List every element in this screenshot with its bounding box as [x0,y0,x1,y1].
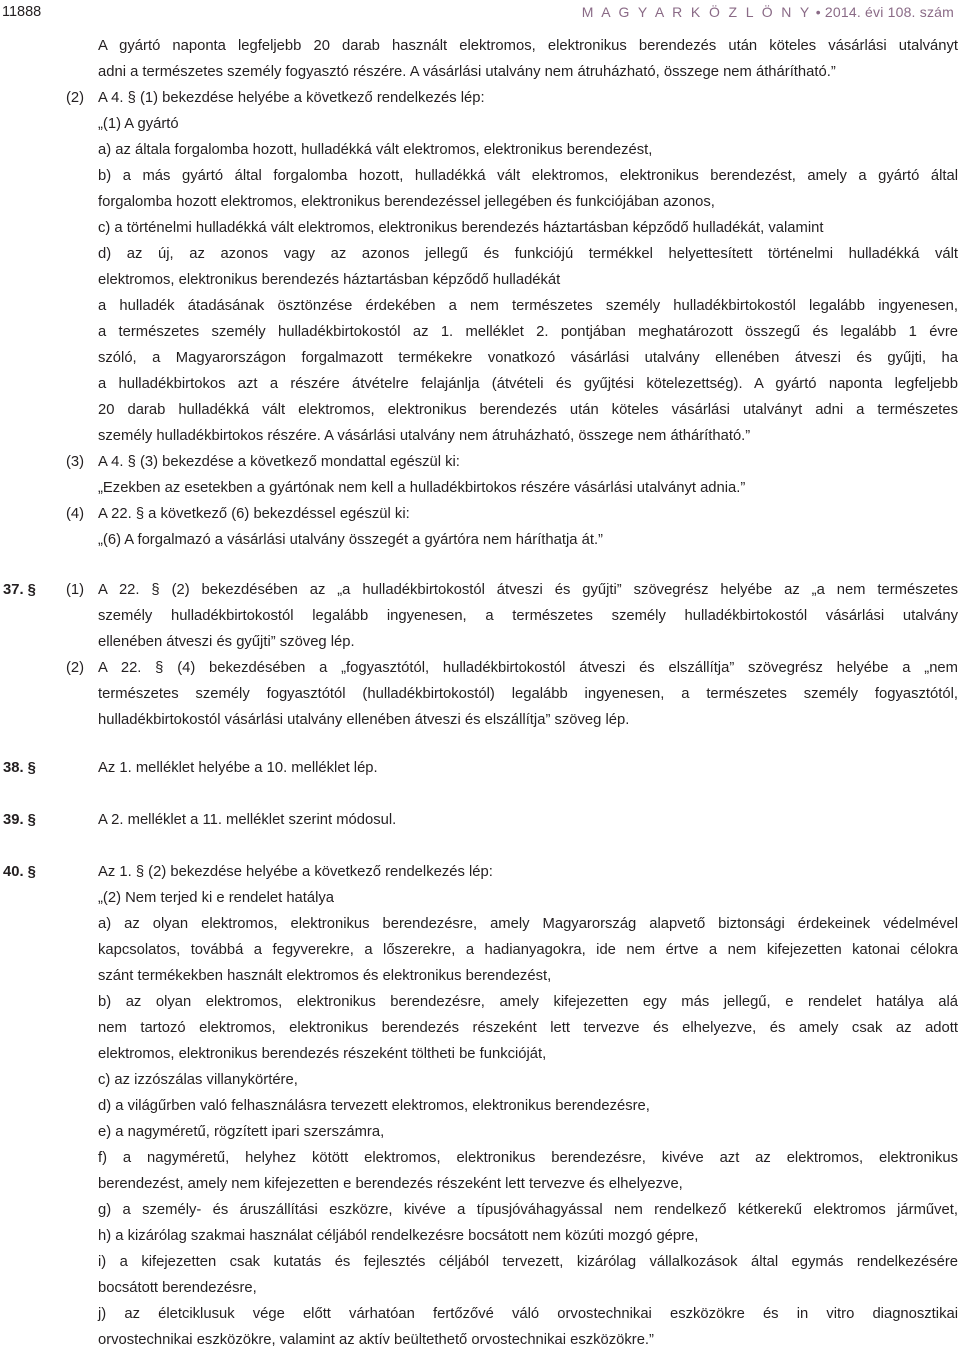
text-line: f) a nagyméretű, helyhez kötött elektromos, elektronikus berendezésre, kivéve azt az elektromos, elektronikus [98,1150,958,1166]
text-line: a hulladék átadásának ösztönzése érdekében a nem természetes személy hulladékbirtokostól legalább ingyenesen, [98,298,958,314]
text-line: Az 1. § (2) bekezdése helyébe a következő rendelkezés lép: [98,864,493,880]
paragraph-label: (2) [66,90,85,106]
text-line: d) az új, az azonos vagy az azonos jellegű és funkciójú termékkel helyettesített történelmi hulladékká vált [98,246,958,262]
text-line: személy hulladékbirtokos részére. A vásárlási utalvány nem átruházható, összege nem áthárítható.” [98,428,751,444]
header-bullet: • [815,4,821,20]
text-line: ellenében átveszi és gyűjti” szöveg lép. [98,634,355,650]
text-line: A 22. § (2) bekezdésében az „a hulladékbirtokostól átveszi és gyűjti” szövegrész helyébe az „a nem természetes [98,582,958,598]
text-line: „(2) Nem terjed ki e rendelet hatálya [98,890,335,906]
text-line: elektromos, elektronikus berendezés részeként töltheti be funkcióját, [98,1046,547,1062]
text-line: h) a kizárólag szakmai használat céljából rendelkezésre bocsátott nem közúti mozgó gépre, [98,1228,699,1244]
text-line: e) a nagyméretű, rögzített ipari szerszámra, [98,1124,385,1140]
text-line: szánt termékekben használt elektromos és elektronikus berendezést, [98,968,552,984]
paragraph-label: (2) [66,660,85,676]
text-line: i) a kifejezetten csak kutatás és fejlesztés céljából tervezett, kizárólag vállalkozások által egymás rendelkezésére [98,1254,958,1270]
text-line: d) a világűrben való felhasználásra tervezett elektromos, elektronikus berendezésre, [98,1098,650,1114]
text-line: személy hulladékbirtokostól legalább ingyenesen, a természetes személy hulladékbirtokostól vásárlási utalvány [98,608,958,624]
text-line: szóló, a Magyarországon forgalmazott termékekre vonatkozó vásárlási utalvány ellenében átveszi és gyűjti, ha [98,350,958,366]
text-line: c) az izzószálas villanykörtére, [98,1072,298,1088]
text-line: b) az olyan elektromos, elektronikus berendezésre, amely kifejezetten egy más jellegű, e rendelet hatálya alá [98,994,958,1010]
text-line: orvostechnikai eszközökre, valamint az aktív beültethető orvostechnikai eszközökre.” [98,1332,654,1348]
text-line: bocsátott berendezésre, [98,1280,257,1296]
text-line: j) az életciklusuk vége előtt várhatóan fertőzővé váló orvostechnikai eszközökre és in vitro diagnosztikai [98,1306,958,1322]
section-number: 38. § [3,760,36,776]
text-line: Az 1. melléklet helyébe a 10. melléklet lép. [98,760,378,776]
text-line: „(6) A forgalmazó a vásárlási utalvány összegét a gyártóra nem háríthatja át.” [98,532,603,548]
journal-title: M A G Y A R K Ö Z L Ö N Y [581,4,812,20]
text-line: elektromos, elektronikus berendezés háztartásban képződő hulladékát [98,272,561,288]
section-number: 40. § [3,864,36,880]
text-line: kapcsolatos, továbbá a fegyverekre, a lőszerekre, a hadianyagokra, ide nem értve a nem kifejezetten katonai célokra [98,942,958,958]
text-line: A 2. melléklet a 11. melléklet szerint módosul. [98,812,397,828]
section-number: 37. § [3,582,36,598]
text-line: hulladékbirtokostól vásárlási utalvány ellenében átveszi és elszállítja” szöveg lép. [98,712,630,728]
text-line: A 22. § (4) bekezdésében a „fogyasztótól, hulladékbirtokostól átveszi és elszállítja” szövegrész helyébe a „nem [98,660,958,676]
paragraph-label: (3) [66,454,85,470]
text-line: A 4. § (3) bekezdése a következő mondattal egészül ki: [98,454,460,470]
text-line: c) a történelmi hulladékká vált elektromos, elektronikus berendezés háztartásban képződő hulladékát, valamint [98,220,824,236]
text-line: b) a más gyártó által forgalomba hozott, hulladékká vált elektromos, elektronikus berendezést, amely a gyártó által [98,168,958,184]
page-number: 11888 [2,4,42,20]
text-line: a) az olyan elektromos, elektronikus berendezésre, amely Magyarország alapvető biztonsági érdekeinek védelmével [98,916,958,932]
text-line: a természetes személy hulladékbirtokostól az 1. melléklet 2. pontjában meghatározott összegű és legalább 1 évre [98,324,958,340]
journal-header [582,4,954,20]
text-line: „(1) A gyártó [98,116,179,132]
text-line: adni a természetes személy fogyasztó részére. A vásárlási utalvány nem átruházható, összege nem áthárítható.” [98,64,836,80]
paragraph-label: (1) [66,582,85,598]
text-line: berendezést, amely nem kifejezetten e berendezés részeként lett tervezve és elhelyezve, [98,1176,683,1192]
text-line: A gyártó naponta legfeljebb 20 darab használt elektromos, elektronikus berendezés után köteles vásárlási utalványt [98,38,958,54]
text-line: 20 darab hulladékká vált elektromos, elektronikus berendezés után köteles vásárlási utalványt adni a természetes [98,402,958,418]
issue-number: 2014. évi 108. szám [824,4,954,20]
text-line: forgalomba hozott elektromos, elektronikus berendezéssel jellegében és funkciójában azonos, [98,194,715,210]
text-line: természetes személy fogyasztótól (hulladékbirtokostól) legalább ingyenesen, a természetes személy fogyasztótól, [98,686,958,702]
text-line: g) a személy- és áruszállítási eszközre, kivéve a típusjóváhagyással nem rendelkező kétkerekű elektromos járművet, [98,1202,958,1218]
text-line: a hulladékbirtokos azt a részére átvételre felajánlja (átvételi és gyűjtési kötelezettség). A gyártó naponta legfeljebb [98,376,958,392]
text-line: A 22. § a következő (6) bekezdéssel egészül ki: [98,506,410,522]
text-line: „Ezekben az esetekben a gyártónak nem kell a hulladékbirtokos részére vásárlási utalványt adnia.” [98,480,746,496]
text-line: A 4. § (1) bekezdése helyébe a következő rendelkezés lép: [98,90,485,106]
section-number: 39. § [3,812,36,828]
text-line: a) az általa forgalomba hozott, hulladékká vált elektromos, elektronikus berendezést, [98,142,653,158]
paragraph-label: (4) [66,506,85,522]
text-line: nem tartozó elektromos, elektronikus berendezés részeként lett tervezve és elhelyezve, és amely csak az adott [98,1020,958,1036]
